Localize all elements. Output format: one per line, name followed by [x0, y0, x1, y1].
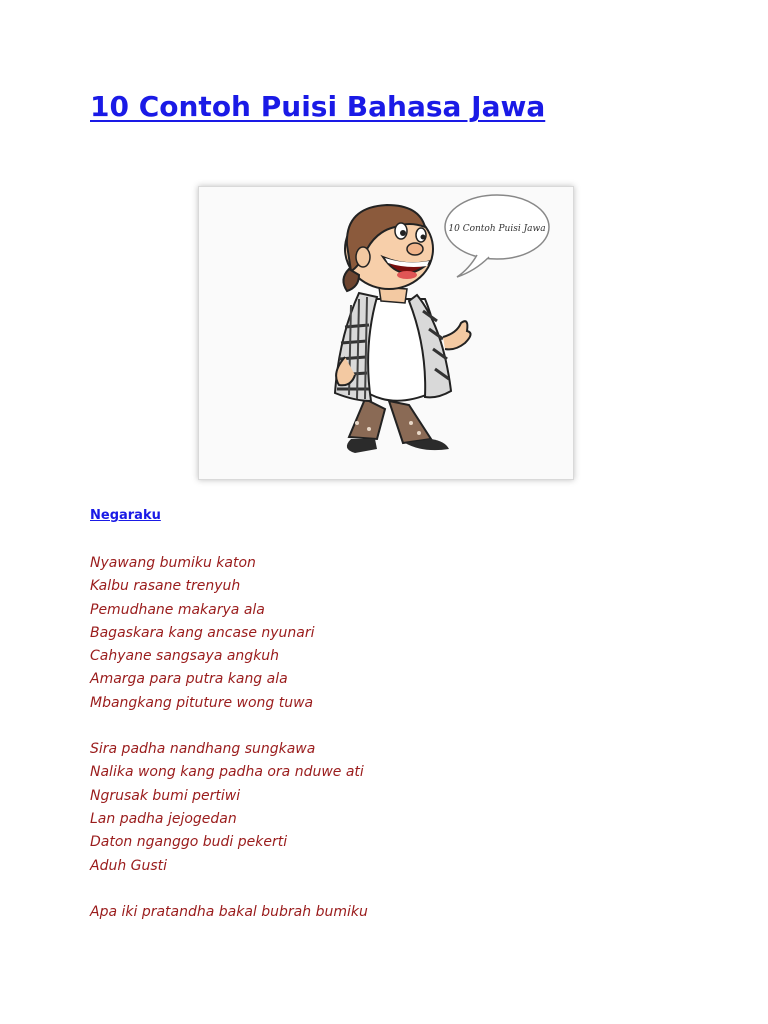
cartoon-illustration [199, 187, 573, 479]
page-title[interactable]: 10 Contoh Puisi Bahasa Jawa [90, 90, 546, 123]
poem-line: Daton nganggo budi pekerti [90, 834, 288, 851]
poem-line: Nyawang bumiku katon [90, 555, 256, 571]
poem-line: Cahyane sangsaya angkuh [90, 648, 280, 665]
poem-line: Kalbu rasane trenyuh [90, 578, 241, 595]
poem-line: Bagaskara kang ancase nyunari [90, 624, 315, 641]
illustration-image [198, 186, 574, 480]
poem-line: Nalika wong kang padha ora nduwe ati [90, 764, 364, 781]
poem-line: Amarga para putra kang ala [90, 671, 288, 688]
poem-stanza [90, 901, 368, 924]
poem-title-link[interactable]: Negaraku [90, 508, 161, 523]
poem-line: Aduh Gusti [90, 857, 168, 874]
poem-line: Pemudhane makarya ala [90, 601, 265, 618]
poem-body [90, 552, 368, 947]
poem-stanza [90, 552, 368, 715]
poem-line: Lan padha jejogedan [90, 810, 237, 827]
poem-line: Sira padha nandhang sungkawa [90, 741, 316, 758]
speech-bubble [445, 195, 549, 277]
speech-bubble-text: 10 Contoh Puisi Jawa [448, 224, 546, 234]
poem-stanza [90, 738, 368, 878]
poem-line: Mbangkang pituture wong tuwa [90, 694, 314, 711]
poem-line: Ngrusak bumi pertiwi [90, 787, 241, 804]
poem-line: Apa iki pratandha bakal bubrah bumiku [90, 903, 368, 920]
